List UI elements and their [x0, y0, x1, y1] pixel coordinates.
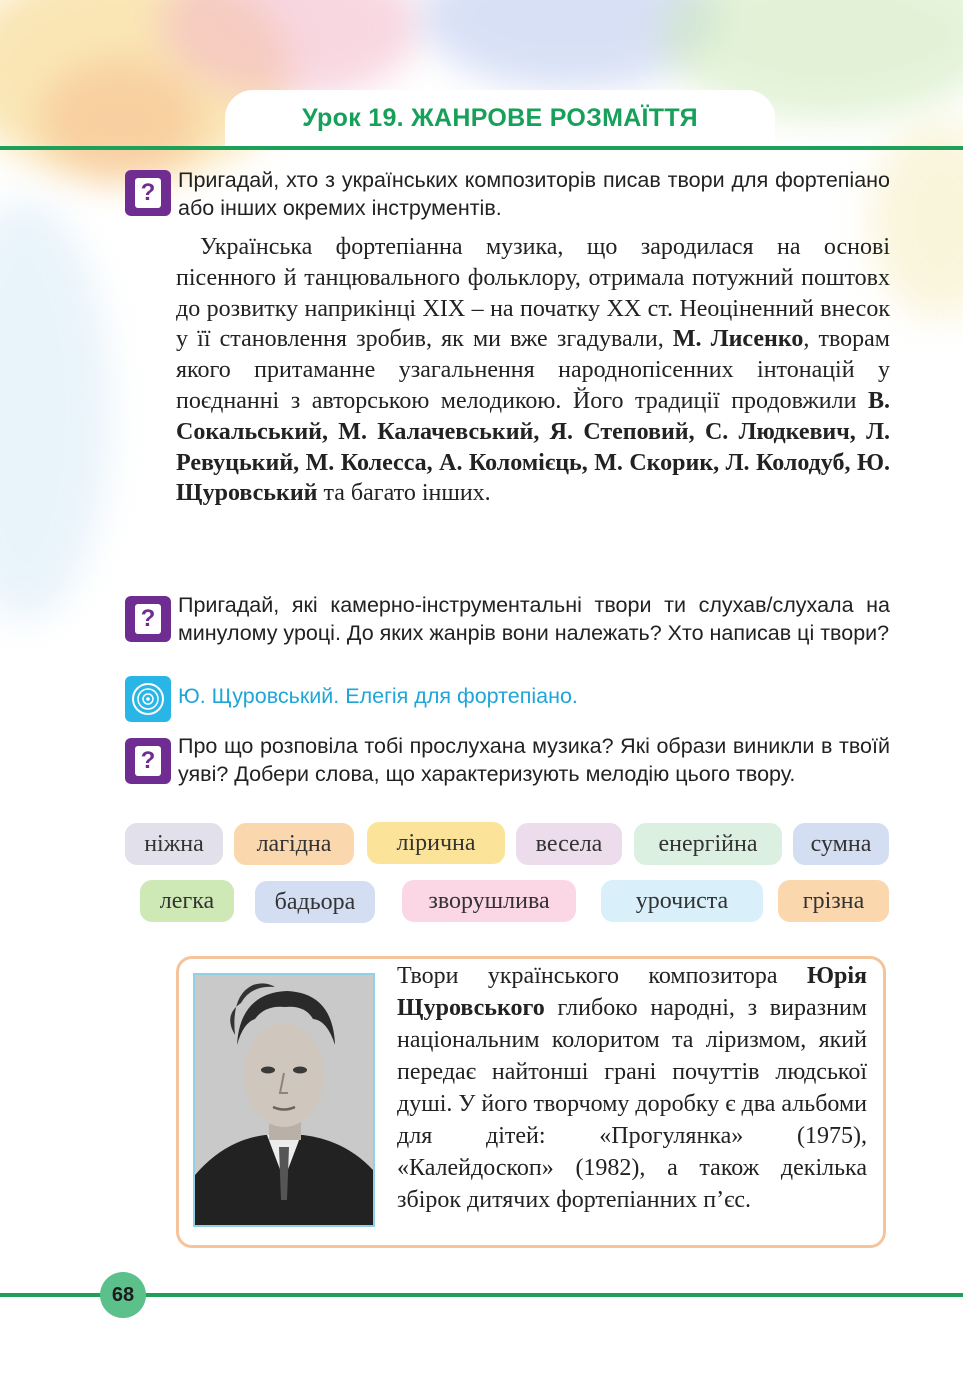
bio-text: Твори українського композитора — [397, 963, 807, 989]
composer-names: В. Сокальський, М. Калачевський, Я. Степовий, С. Людкевич, Л. Ревуцький, М. Колесса, А. Коломієць, М. Скорик, Л. Колодуб, Ю. Щуровський — [176, 387, 890, 507]
word-label: легка — [159, 887, 215, 914]
question-icon: ? — [125, 738, 171, 784]
composer-portrait — [193, 973, 375, 1227]
lesson-title-text: Урок 19. ЖАНРОВЕ РОЗМАЇТТЯ — [302, 103, 698, 132]
word-chip — [367, 822, 505, 864]
bio-text: глибоко народні, з виразним національним колоритом та ліризмом, який передає найтонші грані почуттів людської душі. У його творчому доробку є два альбоми для дітей: «Прогулянка» (1975), «Калейдоскоп» (1982), а також декілька збірок дитячих фортепіанних п’єс. — [397, 995, 867, 1213]
paragraph-text: та багато інших. — [317, 480, 491, 507]
word-chip — [125, 823, 223, 865]
composer-name: Юрія Щуровського — [397, 963, 867, 1021]
header-divider — [0, 146, 963, 150]
composer-name: М. Лисенко — [672, 326, 804, 353]
word-chip — [634, 823, 782, 865]
main-paragraph — [176, 232, 890, 509]
word-label: лагідна — [256, 830, 332, 857]
page-number: 68 — [100, 1272, 146, 1318]
question-icon: ? — [125, 170, 171, 216]
word-chip — [140, 880, 234, 922]
word-label: урочиста — [635, 887, 729, 914]
question-text: Пригадай, хто з українських композиторів писав твори для фортепіано або інших окремих інструментів. — [178, 168, 890, 220]
paint-splash — [40, 60, 200, 180]
paragraph-text: Українська фортепіанна музика, що зародилася на основі пісенного й танцювального фольклору, отримала потужний поштовх до розвитку наприкінці ХІХ – на початку ХХ ст. Неоціненний внесок у її становлення зробив, як ми вже згадували, — [176, 234, 890, 353]
word-label: грізна — [802, 887, 865, 914]
word-label: ніжна — [144, 830, 204, 857]
word-chip — [234, 823, 354, 865]
word-chip — [402, 880, 576, 922]
paragraph-text: , творам якого притаманне узагальнення народнопісенних інтонацій у поєднанні з авторською мелодикою. Його традиції продовжили — [176, 326, 890, 414]
word-label: зворушлива — [428, 887, 550, 914]
word-label: весела — [535, 830, 603, 857]
question-text: Пригадай, які камерно-інструментальні твори ти слухав/слухала на минулому уроці. До яких жанрів вони належать? Хто написав ці твори? — [178, 593, 890, 645]
word-label: лірична — [396, 829, 476, 856]
word-chip — [516, 823, 622, 865]
composer-bio-text — [397, 960, 867, 1216]
word-chip — [601, 880, 763, 922]
disc-icon — [125, 676, 171, 722]
listening-title: Ю. Щуровський. Елегія для фортепіано. — [178, 684, 578, 708]
word-chip — [778, 880, 889, 922]
word-chip — [255, 881, 375, 923]
paint-splash — [0, 200, 110, 620]
question-icon: ? — [125, 596, 171, 642]
word-label: сумна — [810, 830, 872, 857]
question-text: Про що розповіла тобі прослухана музика? Які образи виникли в твоїй уяві? Добери слова, що характеризують мелодію цього твору. — [178, 734, 890, 786]
word-chip — [793, 823, 889, 865]
word-label: бадьора — [274, 888, 356, 915]
word-label: енергійна — [658, 830, 758, 857]
lesson-title — [225, 90, 775, 146]
